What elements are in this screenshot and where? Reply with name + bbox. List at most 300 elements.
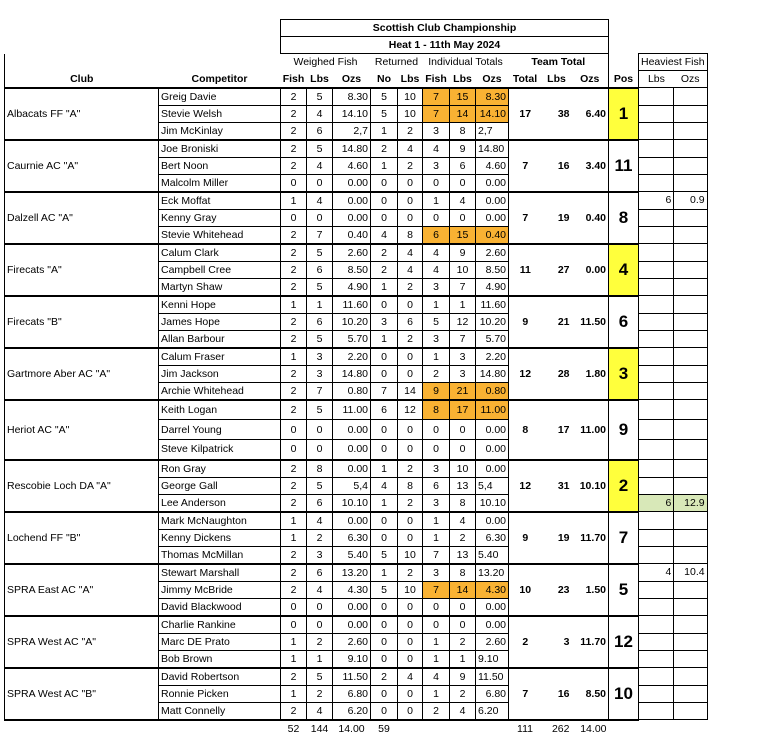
team-total: 8 — [509, 400, 542, 460]
returned-lbs: 2 — [398, 564, 423, 582]
individual-lbs: 17 — [450, 400, 476, 420]
individual-fish: 1 — [423, 192, 450, 210]
individual-ozs: 8.50 — [476, 261, 509, 278]
individual-ozs: 11.50 — [476, 668, 509, 686]
individual-ozs: 8.30 — [476, 88, 509, 106]
weighed-ozs: 2.60 — [333, 244, 371, 262]
weighed-fish: 2 — [281, 400, 307, 420]
heaviest-ozs — [674, 477, 707, 494]
position: 2 — [609, 460, 639, 512]
individual-lbs: 8 — [450, 122, 476, 140]
returned-no: 5 — [371, 88, 398, 106]
individual-fish: 0 — [423, 174, 450, 192]
individual-fish: 0 — [423, 209, 450, 226]
weighed-ozs: 14.80 — [333, 140, 371, 158]
heaviest-lbs — [639, 88, 674, 106]
club-name: Firecats "B" — [5, 296, 159, 348]
returned-lbs: 2 — [398, 460, 423, 478]
individual-fish: 2 — [423, 702, 450, 720]
competitor-row — [5, 296, 708, 314]
returned-no: 0 — [371, 365, 398, 382]
returned-no: 2 — [371, 261, 398, 278]
individual-ozs: 0.00 — [476, 174, 509, 192]
individual-ozs: 13.20 — [476, 564, 509, 582]
competitor-name: Kenny Gray — [159, 209, 281, 226]
returned-no: 2 — [371, 244, 398, 262]
returned-lbs: 2 — [398, 157, 423, 174]
individual-ozs: 0.00 — [476, 420, 509, 440]
weighed-fish: 2 — [281, 157, 307, 174]
competitor-row — [5, 88, 708, 106]
individual-fish: 9 — [423, 382, 450, 400]
competitor-name: Matt Connelly — [159, 702, 281, 720]
competitor-name: Bob Brown — [159, 650, 281, 668]
returned-lbs: 10 — [398, 546, 423, 564]
weighed-fish: 1 — [281, 512, 307, 530]
weighed-lbs: 6 — [307, 122, 333, 140]
individual-lbs: 4 — [450, 192, 476, 210]
competitor-name: Ronnie Picken — [159, 685, 281, 702]
weighed-lbs: 1 — [307, 296, 333, 314]
individual-ozs: 11.60 — [476, 296, 509, 314]
weighed-lbs: 5 — [307, 330, 333, 348]
heaviest-ozs — [674, 157, 707, 174]
individual-lbs: 2 — [450, 529, 476, 546]
heaviest-ozs: 12.9 — [674, 494, 707, 512]
competitor-name: Calum Clark — [159, 244, 281, 262]
weighed-fish: 2 — [281, 477, 307, 494]
col-header-individual-lbs: Lbs — [450, 71, 476, 88]
heaviest-ozs — [674, 616, 707, 634]
weighed-lbs: 4 — [307, 157, 333, 174]
weighed-ozs: 5.40 — [333, 546, 371, 564]
position: 8 — [609, 192, 639, 244]
competitor-name: Jim Jackson — [159, 365, 281, 382]
competitor-name: Jimmy McBride — [159, 581, 281, 598]
competitor-name: George Gall — [159, 477, 281, 494]
competitor-name: Allan Barbour — [159, 330, 281, 348]
returned-no: 4 — [371, 477, 398, 494]
individual-ozs: 14.80 — [476, 140, 509, 158]
heaviest-ozs — [674, 226, 707, 244]
position: 1 — [609, 88, 639, 140]
returned-no: 6 — [371, 400, 398, 420]
individual-lbs: 1 — [450, 650, 476, 668]
returned-lbs: 0 — [398, 598, 423, 616]
returned-no: 1 — [371, 278, 398, 296]
heaviest-lbs: 4 — [639, 564, 674, 582]
sheet-subtitle: Heat 1 - 11th May 2024 — [281, 37, 609, 54]
col-header-weighed-fish: Fish — [281, 71, 307, 88]
col-header-weighed-lbs: Lbs — [307, 71, 333, 88]
weighed-lbs: 4 — [307, 192, 333, 210]
total-w-lbs: 144 — [310, 722, 329, 735]
team-lbs: 16 — [542, 140, 572, 192]
returned-lbs: 0 — [398, 512, 423, 530]
returned-no: 0 — [371, 650, 398, 668]
competitor-name: Greig Davie — [159, 88, 281, 106]
weighed-lbs: 5 — [307, 400, 333, 420]
weighed-ozs: 2,7 — [333, 122, 371, 140]
weighed-lbs: 2 — [307, 685, 333, 702]
competitor-name: Bert Noon — [159, 157, 281, 174]
returned-no: 0 — [371, 174, 398, 192]
team-ozs: 6.40 — [572, 88, 609, 140]
weighed-ozs: 13.20 — [333, 564, 371, 582]
club-name: Dalzell AC "A" — [5, 192, 159, 244]
individual-lbs: 8 — [450, 494, 476, 512]
team-ozs: 11.00 — [572, 400, 609, 460]
returned-lbs: 14 — [398, 382, 423, 400]
returned-no: 0 — [371, 512, 398, 530]
total-w-fish: 52 — [287, 722, 300, 735]
individual-ozs: 0.00 — [476, 440, 509, 460]
returned-lbs: 2 — [398, 122, 423, 140]
club-name: SPRA West AC "B" — [5, 668, 159, 720]
individual-lbs: 7 — [450, 278, 476, 296]
returned-lbs: 10 — [398, 88, 423, 106]
weighed-ozs: 8.30 — [333, 88, 371, 106]
col-header-team-ozs: Ozs — [572, 71, 609, 88]
weighed-fish: 1 — [281, 348, 307, 366]
col-header-individual-fish: Fish — [423, 71, 450, 88]
individual-lbs: 0 — [450, 598, 476, 616]
returned-no: 0 — [371, 685, 398, 702]
weighed-ozs: 4.90 — [333, 278, 371, 296]
team-ozs: 1.50 — [572, 564, 609, 616]
weighed-lbs: 2 — [307, 529, 333, 546]
weighed-ozs: 8.50 — [333, 261, 371, 278]
weighed-ozs: 4.60 — [333, 157, 371, 174]
returned-lbs: 2 — [398, 494, 423, 512]
weighed-lbs: 3 — [307, 348, 333, 366]
individual-lbs: 0 — [450, 440, 476, 460]
total-w-ozs: 14.00 — [338, 722, 365, 735]
returned-no: 0 — [371, 633, 398, 650]
weighed-ozs: 0.00 — [333, 598, 371, 616]
competitor-name: James Hope — [159, 313, 281, 330]
competitor-name: Keith Logan — [159, 400, 281, 420]
returned-no: 4 — [371, 226, 398, 244]
individual-fish: 0 — [423, 420, 450, 440]
heaviest-lbs — [639, 512, 674, 530]
heaviest-ozs — [674, 365, 707, 382]
returned-no: 0 — [371, 420, 398, 440]
individual-ozs: 14.80 — [476, 365, 509, 382]
team-total: 7 — [509, 668, 542, 720]
individual-lbs: 14 — [450, 105, 476, 122]
team-lbs: 17 — [542, 400, 572, 460]
weighed-lbs: 0 — [307, 209, 333, 226]
heaviest-ozs — [674, 633, 707, 650]
individual-ozs: 5,4 — [476, 477, 509, 494]
team-total: 7 — [509, 140, 542, 192]
returned-lbs: 0 — [398, 702, 423, 720]
individual-lbs: 12 — [450, 313, 476, 330]
returned-lbs: 0 — [398, 365, 423, 382]
position: 7 — [609, 512, 639, 564]
individual-lbs: 9 — [450, 244, 476, 262]
weighed-lbs: 1 — [307, 650, 333, 668]
heaviest-lbs — [639, 598, 674, 616]
returned-no: 5 — [371, 581, 398, 598]
heaviest-lbs — [639, 244, 674, 262]
competitor-name: David Blackwood — [159, 598, 281, 616]
weighed-ozs: 0.00 — [333, 420, 371, 440]
weighed-fish: 0 — [281, 420, 307, 440]
weighed-lbs: 6 — [307, 564, 333, 582]
weighed-ozs: 14.10 — [333, 105, 371, 122]
weighed-ozs: 9.10 — [333, 650, 371, 668]
heaviest-lbs — [639, 122, 674, 140]
group-header-individual: Individual Totals — [428, 56, 503, 69]
heaviest-lbs — [639, 633, 674, 650]
weighed-fish: 2 — [281, 140, 307, 158]
group-header-returned: Returned — [374, 56, 419, 69]
individual-fish: 1 — [423, 633, 450, 650]
weighed-lbs: 4 — [307, 512, 333, 530]
individual-ozs: 2.20 — [476, 348, 509, 366]
team-total: 11 — [509, 244, 542, 296]
heaviest-ozs: 10.4 — [674, 564, 707, 582]
weighed-ozs: 11.60 — [333, 296, 371, 314]
team-lbs: 23 — [542, 564, 572, 616]
individual-lbs: 3 — [450, 348, 476, 366]
individual-lbs: 2 — [450, 685, 476, 702]
individual-fish: 1 — [423, 296, 450, 314]
weighed-lbs: 5 — [307, 88, 333, 106]
heaviest-ozs — [674, 382, 707, 400]
heaviest-ozs — [674, 546, 707, 564]
competitor-name: Joe Broniski — [159, 140, 281, 158]
heaviest-ozs — [674, 512, 707, 530]
returned-no: 2 — [371, 140, 398, 158]
results-table — [4, 19, 708, 737]
team-lbs: 28 — [542, 348, 572, 400]
weighed-fish: 2 — [281, 365, 307, 382]
individual-fish: 2 — [423, 365, 450, 382]
position: 4 — [609, 244, 639, 296]
heaviest-lbs — [639, 157, 674, 174]
individual-fish: 0 — [423, 616, 450, 634]
weighed-ozs: 0.00 — [333, 440, 371, 460]
individual-fish: 7 — [423, 546, 450, 564]
individual-fish: 0 — [423, 440, 450, 460]
competitor-name: Kenny Dickens — [159, 529, 281, 546]
weighed-fish: 2 — [281, 122, 307, 140]
competitor-name: Martyn Shaw — [159, 278, 281, 296]
returned-no: 1 — [371, 122, 398, 140]
weighed-ozs: 0.00 — [333, 616, 371, 634]
weighed-fish: 0 — [281, 616, 307, 634]
sheet-title: Scottish Club Championship — [281, 20, 609, 37]
heaviest-ozs — [674, 244, 707, 262]
individual-lbs: 14 — [450, 581, 476, 598]
individual-ozs: 0.00 — [476, 192, 509, 210]
returned-no: 1 — [371, 330, 398, 348]
team-total: 2 — [509, 616, 542, 668]
weighed-lbs: 3 — [307, 546, 333, 564]
returned-no: 0 — [371, 192, 398, 210]
heaviest-lbs — [639, 400, 674, 420]
individual-lbs: 0 — [450, 174, 476, 192]
individual-ozs: 0.00 — [476, 209, 509, 226]
club-name: Heriot AC "A" — [5, 400, 159, 460]
individual-lbs: 1 — [450, 296, 476, 314]
individual-fish: 1 — [423, 650, 450, 668]
heaviest-ozs — [674, 685, 707, 702]
individual-lbs: 2 — [450, 633, 476, 650]
weighed-fish: 0 — [281, 440, 307, 460]
individual-lbs: 15 — [450, 88, 476, 106]
individual-ozs: 5.70 — [476, 330, 509, 348]
heaviest-lbs: 6 — [639, 192, 674, 210]
returned-no: 1 — [371, 460, 398, 478]
individual-ozs: 5.40 — [476, 546, 509, 564]
total-r-no: 59 — [378, 722, 390, 735]
col-header-team-total: Total — [509, 71, 542, 88]
team-ozs: 1.80 — [572, 348, 609, 400]
weighed-fish: 1 — [281, 685, 307, 702]
weighed-lbs: 6 — [307, 494, 333, 512]
individual-lbs: 15 — [450, 226, 476, 244]
club-name: Lochend FF "B" — [5, 512, 159, 564]
weighed-ozs: 0.40 — [333, 226, 371, 244]
weighed-fish: 2 — [281, 105, 307, 122]
weighed-fish: 2 — [281, 460, 307, 478]
heaviest-ozs — [674, 581, 707, 598]
club-name: Gartmore Aber AC "A" — [5, 348, 159, 400]
returned-lbs: 4 — [398, 261, 423, 278]
competitor-name: Archie Whitehead — [159, 382, 281, 400]
weighed-fish: 1 — [281, 192, 307, 210]
returned-no: 0 — [371, 598, 398, 616]
heaviest-ozs — [674, 140, 707, 158]
weighed-ozs: 6.20 — [333, 702, 371, 720]
heaviest-lbs — [639, 477, 674, 494]
total-t-total: 111 — [517, 722, 533, 735]
team-ozs: 11.70 — [572, 616, 609, 668]
returned-lbs: 4 — [398, 668, 423, 686]
competitor-name: Thomas McMillan — [159, 546, 281, 564]
individual-fish: 3 — [423, 122, 450, 140]
returned-lbs: 2 — [398, 278, 423, 296]
group-header-weighed: Weighed Fish — [293, 56, 358, 69]
heaviest-lbs — [639, 668, 674, 686]
heaviest-ozs — [674, 440, 707, 460]
individual-fish: 1 — [423, 512, 450, 530]
individual-fish: 1 — [423, 529, 450, 546]
returned-lbs: 0 — [398, 420, 423, 440]
individual-ozs: 0.80 — [476, 382, 509, 400]
individual-fish: 1 — [423, 348, 450, 366]
team-ozs: 3.40 — [572, 140, 609, 192]
individual-ozs: 0.00 — [476, 616, 509, 634]
heaviest-lbs — [639, 209, 674, 226]
team-total: 9 — [509, 296, 542, 348]
returned-no: 0 — [371, 440, 398, 460]
position: 5 — [609, 564, 639, 616]
col-header-returned-lbs: Lbs — [398, 71, 423, 88]
individual-fish: 7 — [423, 581, 450, 598]
weighed-ozs: 2.20 — [333, 348, 371, 366]
competitor-name: Darrel Young — [159, 420, 281, 440]
individual-ozs: 9.10 — [476, 650, 509, 668]
col-header-heaviest-ozs: Ozs — [674, 71, 707, 88]
individual-fish: 8 — [423, 400, 450, 420]
returned-lbs: 12 — [398, 400, 423, 420]
group-header-team: Team Total — [509, 54, 609, 71]
competitor-name: Malcolm Miller — [159, 174, 281, 192]
returned-lbs: 0 — [398, 685, 423, 702]
heaviest-lbs — [639, 440, 674, 460]
competitor-row — [5, 140, 708, 158]
individual-lbs: 3 — [450, 365, 476, 382]
individual-lbs: 0 — [450, 616, 476, 634]
individual-ozs: 10.20 — [476, 313, 509, 330]
heaviest-ozs — [674, 668, 707, 686]
weighed-fish: 0 — [281, 174, 307, 192]
weighed-lbs: 0 — [307, 174, 333, 192]
team-total: 9 — [509, 512, 542, 564]
returned-no: 5 — [371, 546, 398, 564]
weighed-ozs: 2.60 — [333, 633, 371, 650]
weighed-ozs: 0.00 — [333, 512, 371, 530]
weighed-fish: 2 — [281, 244, 307, 262]
returned-no: 7 — [371, 382, 398, 400]
individual-ozs: 2.60 — [476, 633, 509, 650]
team-ozs: 8.50 — [572, 668, 609, 720]
team-ozs: 0.40 — [572, 192, 609, 244]
club-name: SPRA West AC "A" — [5, 616, 159, 668]
individual-lbs: 13 — [450, 477, 476, 494]
team-total: 12 — [509, 348, 542, 400]
weighed-fish: 2 — [281, 382, 307, 400]
col-header-heaviest-lbs: Lbs — [639, 71, 674, 88]
heaviest-lbs — [639, 365, 674, 382]
weighed-lbs: 0 — [307, 420, 333, 440]
weighed-ozs: 0.00 — [333, 460, 371, 478]
weighed-lbs: 0 — [307, 616, 333, 634]
heaviest-lbs — [639, 460, 674, 478]
individual-fish: 3 — [423, 157, 450, 174]
returned-no: 0 — [371, 616, 398, 634]
competitor-name: Steve Kilpatrick — [159, 440, 281, 460]
weighed-fish: 1 — [281, 529, 307, 546]
heaviest-ozs — [674, 174, 707, 192]
heaviest-ozs — [674, 122, 707, 140]
weighed-lbs: 4 — [307, 105, 333, 122]
heaviest-ozs — [674, 460, 707, 478]
individual-lbs: 4 — [450, 702, 476, 720]
col-header-individual-ozs: Ozs — [476, 71, 509, 88]
weighed-lbs: 5 — [307, 477, 333, 494]
individual-ozs: 6.80 — [476, 685, 509, 702]
heaviest-ozs — [674, 209, 707, 226]
returned-lbs: 4 — [398, 140, 423, 158]
heaviest-ozs: 0.9 — [674, 192, 707, 210]
col-header-club: Club — [5, 71, 159, 88]
club-name: Caurnie AC "A" — [5, 140, 159, 192]
heaviest-ozs — [674, 330, 707, 348]
position: 12 — [609, 616, 639, 668]
position: 9 — [609, 400, 639, 460]
heaviest-ozs — [674, 88, 707, 106]
position: 10 — [609, 668, 639, 720]
weighed-ozs: 5.70 — [333, 330, 371, 348]
individual-fish: 3 — [423, 494, 450, 512]
returned-no: 1 — [371, 494, 398, 512]
